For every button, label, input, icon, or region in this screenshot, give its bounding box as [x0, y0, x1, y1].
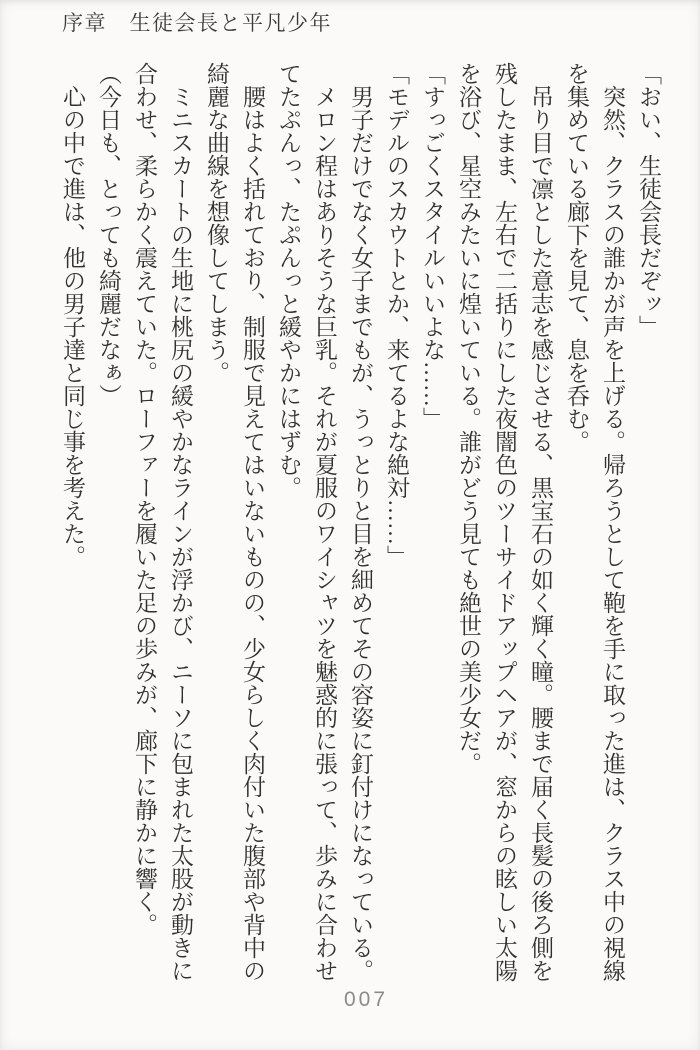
chapter-header: 序章 生徒会長と平凡少年: [62, 11, 332, 35]
paragraph: 「すっごくスタイルいいよな……」: [420, 62, 445, 430]
page-number: 007: [343, 988, 389, 1011]
paragraph: メロン程はありそうな巨乳。それが夏服のワイシャツを魅惑的に張って、歩みに合わせてたぷんっ、たぷんっと緩やかにはずむ。: [276, 62, 337, 982]
paragraph: 吊り目で凛とした意志を感じさせる、黒宝石の如く輝く瞳。腰まで届く長髪の後ろ側を残したまま、左右で二括りにした夜闇色のツーサイドアップヘアが、窓からの眩しい太陽を浴び、星空みたいに煌いている。誰がどう見ても絶世の美少女だ。: [456, 62, 553, 982]
paragraph: 心の中で進は、他の男子達と同じ事を考えた。: [60, 85, 85, 568]
paragraph: 「モデルのスカウトとか、来てるよな絶対……」: [384, 62, 409, 568]
paragraph: 腰はよく括れており、制服で見えてはいないものの、少女らしく肉付いた腹部や背中の綺麗な曲線を想像してしまう。: [204, 62, 265, 982]
body-text: [54, 62, 666, 992]
paragraph: 男子だけでなく女子までもが、うっとりと目を細めてその容姿に釘付けになっている。: [348, 85, 373, 982]
paragraph: 「おい、生徒会長だぞッ」: [636, 62, 661, 338]
paragraph: （今日も、とっても綺麗だなぁ）: [96, 62, 121, 407]
paragraph: 突然、クラスの誰かが声を上げる。帰ろうとして鞄を手に取った進は、クラス中の視線を集めている廊下を見て、息を呑む。: [564, 62, 625, 982]
paragraph: ミニスカートの生地に桃尻の緩やかなラインが浮かび、ニーソに包まれた太股が動きに合わせ、柔らかく震えていた。ローファーを履いた足の歩みが、廊下に静かに響く。: [132, 62, 193, 982]
